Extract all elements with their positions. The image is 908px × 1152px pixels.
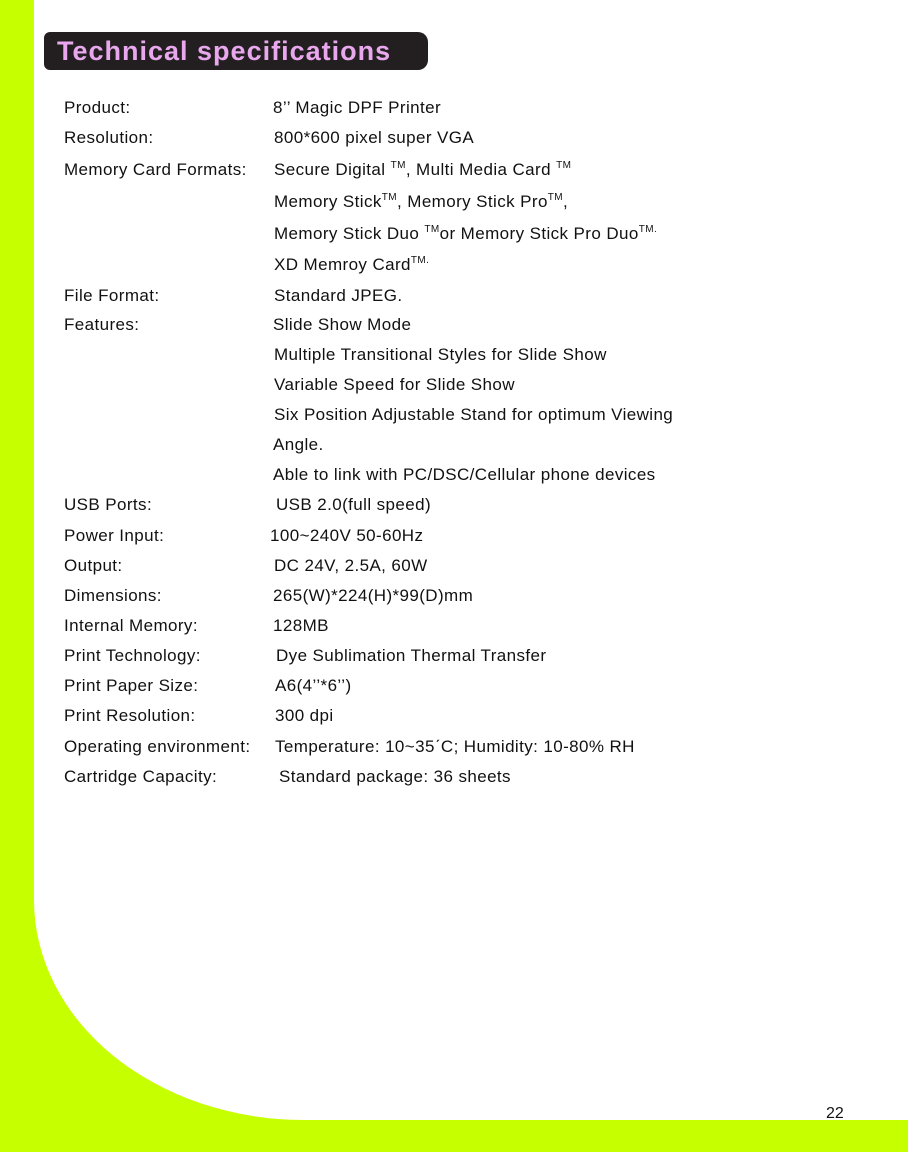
spec-value: Able to link with PC/DSC/Cellular phone devices bbox=[273, 465, 656, 484]
spec-row bbox=[0, 343, 908, 367]
spec-value: 300 dpi bbox=[275, 706, 334, 725]
spec-row bbox=[0, 313, 908, 337]
spec-value: Memory Stick Duo ™or Memory Stick Pro Duo$^{TM.}$ bbox=[274, 224, 658, 243]
spec-value: 265(W)*224(H)*99(D)mm bbox=[273, 586, 474, 605]
spec-value: Standard JPEG. bbox=[274, 286, 403, 305]
spec-row bbox=[0, 96, 908, 120]
spec-label: Output: bbox=[64, 556, 123, 575]
spec-value: Slide Show Mode bbox=[273, 315, 412, 334]
spec-value: Angle. bbox=[273, 435, 324, 454]
spec-row bbox=[0, 584, 908, 608]
spec-value: A6(4’’*6’’) bbox=[275, 676, 352, 695]
spec-row bbox=[0, 222, 908, 246]
spec-row bbox=[0, 674, 908, 698]
spec-row bbox=[0, 158, 908, 182]
spec-value: Temperature: 10~35ˊC; Humidity: 10-80% RH bbox=[275, 737, 635, 756]
spec-label: Resolution: bbox=[64, 128, 154, 147]
spec-value: XD Memroy Card$^{TM.}$ bbox=[274, 255, 430, 274]
spec-row bbox=[0, 253, 908, 277]
spec-value: Secure Digital ™, Multi Media Card ™ bbox=[274, 160, 572, 179]
spec-row bbox=[0, 765, 908, 789]
spec-label: USB Ports: bbox=[64, 495, 153, 514]
spec-label: Print Resolution: bbox=[64, 706, 196, 725]
spec-value: 128MB bbox=[273, 616, 329, 635]
spec-row bbox=[0, 433, 908, 457]
spec-value: Memory Stick™, Memory Stick Pro™, bbox=[274, 192, 569, 211]
spec-row bbox=[0, 493, 908, 517]
spec-row bbox=[0, 126, 908, 150]
spec-row bbox=[0, 524, 908, 548]
spec-row bbox=[0, 403, 908, 427]
spec-value: Standard package: 36 sheets bbox=[279, 767, 511, 786]
spec-label: Dimensions: bbox=[64, 586, 162, 605]
spec-value: 100~240V 50-60Hz bbox=[270, 526, 424, 545]
spec-value: Multiple Transitional Styles for Slide Show bbox=[274, 345, 607, 364]
section-heading-banner bbox=[44, 32, 428, 70]
spec-label: Print Paper Size: bbox=[64, 676, 199, 695]
spec-label: Power Input: bbox=[64, 526, 165, 545]
spec-label: Memory Card Formats: bbox=[64, 160, 247, 179]
spec-row bbox=[0, 735, 908, 759]
spec-value: 800*600 pixel super VGA bbox=[274, 128, 475, 147]
spec-label: Operating environment: bbox=[64, 737, 251, 756]
spec-label: Internal Memory: bbox=[64, 616, 198, 635]
spec-row bbox=[0, 373, 908, 397]
spec-value: 8’’ Magic DPF Printer bbox=[273, 98, 442, 117]
spec-label: Cartridge Capacity: bbox=[64, 767, 218, 786]
spec-row bbox=[0, 190, 908, 214]
spec-label: Print Technology: bbox=[64, 646, 201, 665]
spec-value: Variable Speed for Slide Show bbox=[274, 375, 515, 394]
spec-value: Dye Sublimation Thermal Transfer bbox=[276, 646, 547, 665]
spec-row bbox=[0, 704, 908, 728]
spec-row bbox=[0, 644, 908, 668]
spec-value: USB 2.0(full speed) bbox=[276, 495, 432, 514]
spec-label: Product: bbox=[64, 98, 131, 117]
section-heading: Technical specifications bbox=[57, 35, 392, 66]
spec-row bbox=[0, 554, 908, 578]
spec-value: DC 24V, 2.5A, 60W bbox=[274, 556, 428, 575]
spec-label: Features: bbox=[64, 315, 140, 334]
spec-label: File Format: bbox=[64, 286, 160, 305]
page-number: 22 bbox=[826, 1105, 844, 1122]
spec-value: Six Position Adjustable Stand for optimum Viewing bbox=[274, 405, 674, 424]
spec-row bbox=[0, 463, 908, 487]
spec-row bbox=[0, 284, 908, 308]
spec-row bbox=[0, 614, 908, 638]
